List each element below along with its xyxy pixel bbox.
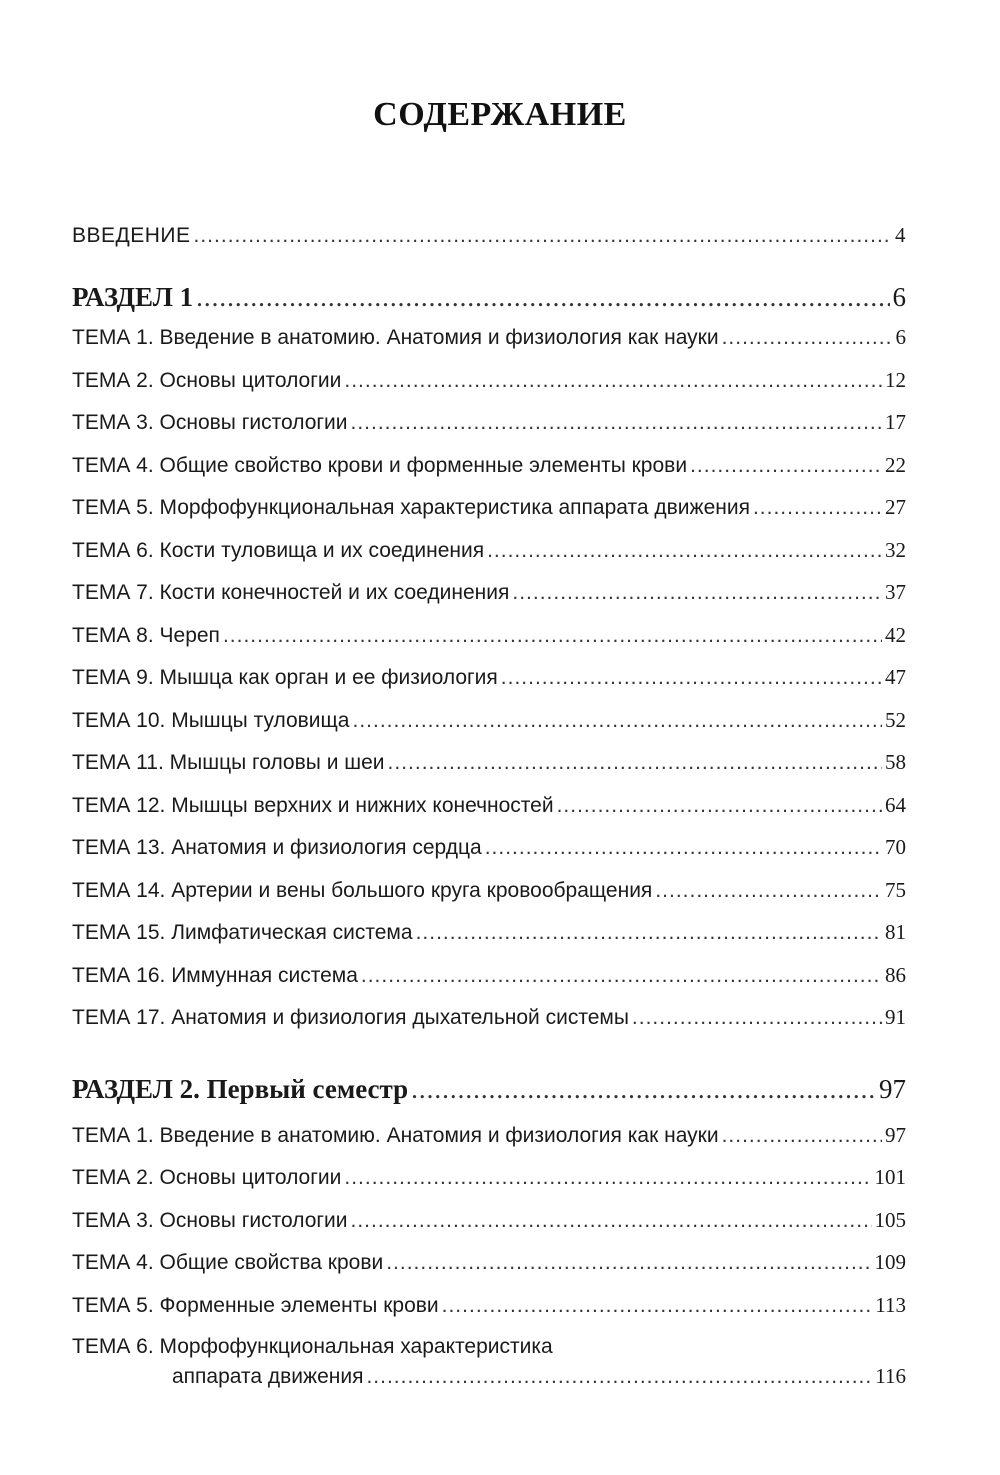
leader-dots [632, 1004, 882, 1032]
leader-dots [344, 367, 882, 395]
leader-dots [196, 280, 889, 314]
toc-entry-label[interactable]: ТЕМА 6. Морфофункциональная характеристика [72, 1335, 553, 1358]
toc-page-number: 70 [885, 835, 906, 859]
toc-entry-label: ТЕМА 3. Основы гистологии [72, 411, 348, 434]
page-title: СОДЕРЖАНИЕ [373, 96, 627, 133]
toc-page-number: 32 [885, 538, 906, 562]
leader-dots [753, 494, 882, 522]
toc-page-number: 4 [895, 223, 906, 247]
toc-entry-label: ВВЕДЕНИЕ [72, 224, 191, 247]
toc-page-number: 12 [885, 368, 906, 392]
leader-dots [344, 1164, 871, 1192]
toc-entry[interactable] [72, 706, 906, 735]
toc-entry[interactable] [72, 918, 906, 947]
section-heading: РАЗДЕЛ 2. Первый семестр [72, 1074, 409, 1104]
leader-dots [501, 664, 882, 692]
toc-entry-label: ТЕМА 12. Мышцы верхних и нижних конечностей [72, 794, 554, 817]
toc-entry[interactable] [72, 791, 906, 820]
toc-entry-label: ТЕМА 15. Лимфатическая система [72, 921, 413, 944]
toc-page-number: 81 [885, 920, 906, 944]
toc-section-2[interactable] [72, 1072, 906, 1106]
toc-page-number: 113 [875, 1293, 906, 1317]
toc-page-number: 116 [875, 1364, 906, 1388]
toc-entry[interactable] [72, 1291, 906, 1320]
toc-entry[interactable] [72, 876, 906, 905]
toc-page-number: 42 [885, 623, 906, 647]
toc-section-1[interactable] [72, 280, 906, 314]
toc-entry[interactable] [72, 1362, 906, 1391]
toc-page-number: 47 [885, 665, 906, 689]
toc-entry-label: ТЕМА 13. Анатомия и физиология сердца [72, 836, 482, 859]
toc-entry-label: ТЕМА 14. Артерии и вены большого круга кровообращения [72, 879, 653, 902]
toc-entry[interactable] [72, 748, 906, 777]
toc-page-number: 37 [885, 580, 906, 604]
toc-entry-label: ТЕМА 1. Введение в анатомию. Анатомия и физиология как науки [72, 326, 719, 349]
toc-page-number: 22 [885, 453, 906, 477]
toc-entry-label: ТЕМА 17. Анатомия и физиология дыхательной системы [72, 1006, 629, 1029]
leader-dots [351, 1207, 872, 1235]
toc-entry[interactable] [72, 323, 906, 352]
toc-entry-label: ТЕМА 2. Основы цитологии [72, 1166, 342, 1189]
toc-page-number: 105 [874, 1208, 906, 1232]
leader-dots [557, 792, 882, 820]
toc-page-number: 6 [892, 282, 906, 312]
toc-page-number: 97 [879, 1074, 906, 1104]
toc-entry-label: ТЕМА 8. Череп [72, 624, 220, 647]
leader-dots [722, 324, 893, 352]
leader-dots [223, 622, 882, 650]
toc-entry[interactable] [72, 493, 906, 522]
toc-entry[interactable] [72, 961, 906, 990]
leader-dots [361, 962, 882, 990]
toc-entry[interactable] [72, 1121, 906, 1150]
toc-page-number: 109 [874, 1250, 906, 1274]
toc-entry[interactable] [72, 366, 906, 395]
leader-dots [366, 1363, 872, 1391]
toc-page-number: 52 [885, 708, 906, 732]
toc-entry[interactable] [72, 1003, 906, 1032]
toc-page-number: 75 [885, 878, 906, 902]
toc-page-number: 97 [885, 1123, 906, 1147]
toc-entry-label: ТЕМА 4. Общие свойства крови [72, 1251, 384, 1274]
toc-entry[interactable] [72, 536, 906, 565]
toc-page-number: 27 [885, 495, 906, 519]
toc-page-number: 17 [885, 410, 906, 434]
toc-page-number: 101 [874, 1165, 906, 1189]
toc-entry-label: ТЕМА 5. Морфофункциональная характеристика аппарата движения [72, 496, 750, 519]
toc-entry-label: ТЕМА 16. Иммунная система [72, 964, 358, 987]
toc-entry-label: ТЕМА 7. Кости конечностей и их соединения [72, 581, 510, 604]
toc-entry[interactable] [72, 833, 906, 862]
toc-entry[interactable] [72, 578, 906, 607]
toc-entry-label: ТЕМА 11. Мышцы головы и шеи [72, 751, 385, 774]
leader-dots [485, 834, 882, 862]
leader-dots [722, 1122, 882, 1150]
toc-entry-intro[interactable] [72, 221, 906, 250]
leader-dots [388, 749, 882, 777]
toc-page-number: 58 [885, 750, 906, 774]
leader-dots [512, 579, 882, 607]
toc-entry[interactable] [72, 621, 906, 650]
leader-dots [194, 222, 892, 250]
toc-entry-label: ТЕМА 10. Мышцы туловища [72, 709, 350, 732]
toc-entry[interactable] [72, 408, 906, 437]
leader-dots [487, 537, 882, 565]
toc-entry[interactable] [72, 1248, 906, 1277]
toc-entry-label: ТЕМА 6. Кости туловища и их соединения [72, 539, 485, 562]
toc-page-number: 6 [895, 325, 906, 349]
leader-dots [411, 1072, 876, 1106]
leader-dots [386, 1249, 871, 1277]
leader-dots [655, 877, 882, 905]
toc-page-number: 64 [885, 793, 906, 817]
toc-entry-label: ТЕМА 4. Общие свойство крови и форменные элементы крови [72, 454, 688, 477]
toc-entry[interactable] [72, 663, 906, 692]
toc-page-number: 91 [885, 1005, 906, 1029]
toc-entry-label: ТЕМА 1. Введение в анатомию. Анатомия и физиология как науки [72, 1124, 719, 1147]
toc-entry[interactable] [72, 1163, 906, 1192]
leader-dots [351, 409, 883, 437]
toc-entry[interactable] [72, 451, 906, 480]
toc-entry-label: ТЕМА 3. Основы гистологии [72, 1209, 348, 1232]
toc-entry-label-continuation: аппарата движения [172, 1365, 364, 1388]
leader-dots [416, 919, 882, 947]
leader-dots [353, 707, 883, 735]
toc-entry-label: ТЕМА 5. Форменные элементы крови [72, 1294, 439, 1317]
leader-dots [442, 1292, 873, 1320]
section-heading: РАЗДЕЛ 1 [72, 282, 194, 312]
toc-entry[interactable] [72, 1206, 906, 1235]
leader-dots [690, 452, 882, 480]
toc-page-number: 86 [885, 963, 906, 987]
toc-entry-label: ТЕМА 2. Основы цитологии [72, 369, 342, 392]
toc-entry-label: ТЕМА 9. Мышца как орган и ее физиология [72, 666, 498, 689]
